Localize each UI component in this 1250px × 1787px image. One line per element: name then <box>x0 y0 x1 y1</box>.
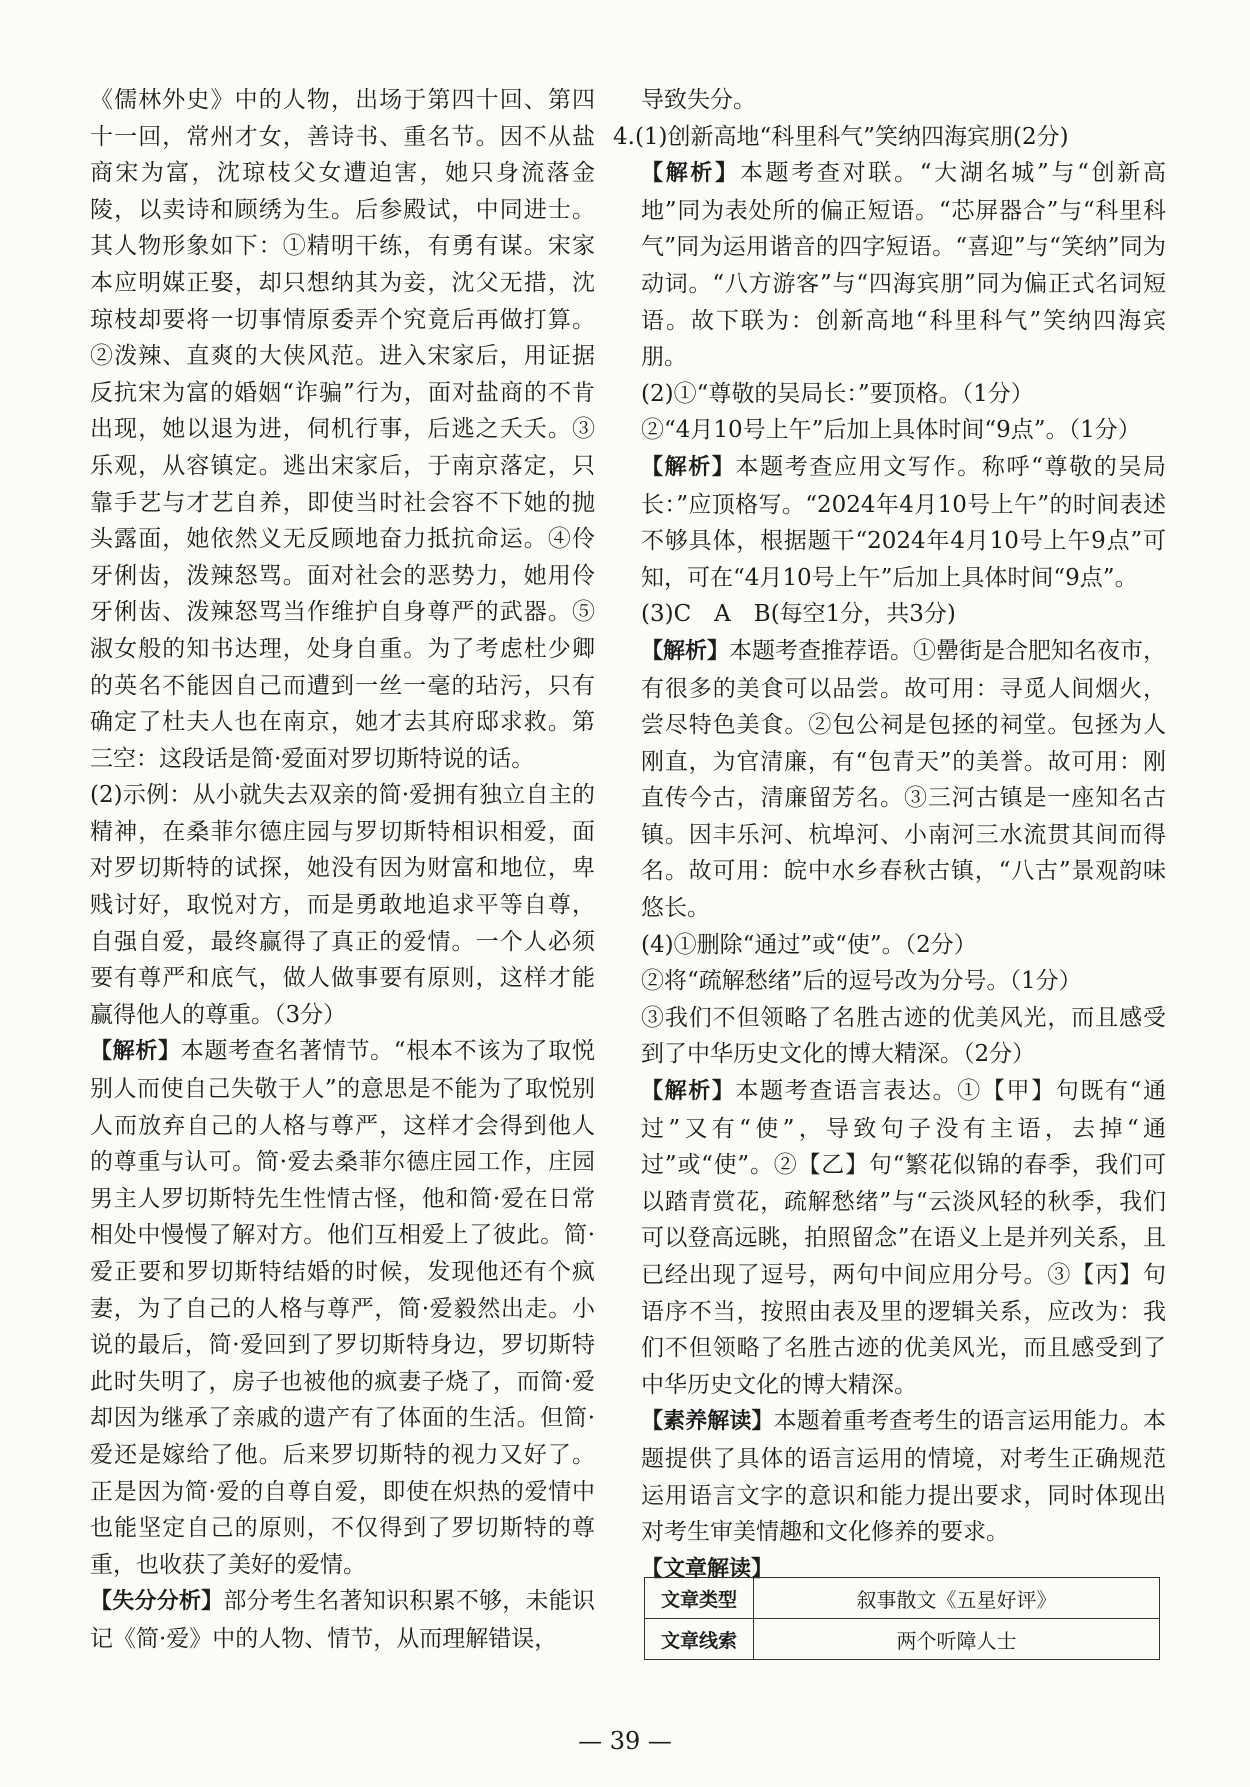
left-column <box>90 82 595 1658</box>
analysis-tag: 【解析】 <box>90 1039 181 1065</box>
page-number: — 39 — <box>578 1727 672 1755</box>
paragraph-text: ③我们不但领略了名胜古迹的优美风光，而且感受到了中华历史文化的博大精深。（2分） <box>641 1004 1166 1068</box>
paragraph-text: (3)C A B(每空1分，共3分) <box>641 601 956 628</box>
analysis-tag: 【解析】 <box>641 1079 736 1105</box>
paragraph-text: (4)①删除“通过”或“使”。（2分） <box>641 931 977 958</box>
paragraph-text: 本题考查语言表达。①【甲】句既有“通过”又有“使”，导致句子没有主语，去掉“通过”或“使”。②【乙】句“繁花似锦的春季，我们可以踏青赏花，疏解愁绪”与“云淡风轻的秋季，我们可以登高远眺，拍照留念”在语义上是并列关系，且已经出现了逗号，两句中间应用分号。③【丙】句语序不当，按照由表及里的逻辑关系，应改为：我们不但领略了名胜古迹的优美风光，而且感受到了中华历史文化的博大精深。 <box>641 1078 1166 1398</box>
analysis-paragraph <box>613 155 1166 376</box>
table-row <box>645 1619 1160 1660</box>
paragraph-text: (2)示例：从小就失去双亲的简·爱拥有独立自主的精神，在桑菲尔德庄园与罗切斯特相识相爱，面对罗切斯特的试探，她没有因为财富和地位，卑贱讨好，取悦对方，而是勇敢地追求平等自尊，自强自爱，最终赢得了真正的爱情。一个人必须要有尊严和底气，做人做事要有原则，这样才能赢得他人的尊重。（3分） <box>90 782 595 1028</box>
question-answer <box>613 376 1166 413</box>
paragraph-text: 本题考查应用文写作。称呼“尊敬的吴局长：”应顶格写。“2024年4月10号上午”的时间表述不够具体，根据题干“2024年4月10号上午9点”可知，可在“4月10号上午”后加上具体时间“9点”。 <box>641 453 1166 591</box>
question-answer <box>613 119 1166 156</box>
analysis-tag: 【解析】 <box>641 638 730 664</box>
table-header-cell: 文章线索 <box>645 1619 754 1660</box>
paragraph-text: 本题考查名著情节。“根本不该为了取悦别人而使自己失敬于人”的意思是不能为了取悦别人而放弃自己的人格与尊严，这样才会得到他人的尊重与认可。简·爱去桑菲尔德庄园工作，庄园男主人罗切斯特先生性情古怪，他和简·爱在日常相处中慢慢了解对方。他们互相爱上了彼此。简·爱正要和罗切斯特结婚的时候，发现他还有个疯妻，为了自己的人格与尊严，简·爱毅然出走。小说的最后，简·爱回到了罗切斯特身边，罗切斯特此时失明了，房子也被他的疯妻子烧了，而简·爱却因为继承了亲戚的遗产有了体面的生活。但简·爱还是嫁给了他。后来罗切斯特的视力又好了。正是因为简·爱的自尊自爱，即使在炽热的爱情中也能坚定自己的原则，不仅得到了罗切斯特的尊重，也收获了美好的爱情。 <box>90 1038 595 1578</box>
question-answer <box>613 1000 1166 1073</box>
question-answer <box>613 963 1166 1000</box>
paragraph-text: 本题考查对联。“大湖名城”与“创新高地”同为表处所的偏正短语。“芯屏器合”与“科里科气”同为运用谐音的四字短语。“喜迎”与“笑纳”同为动词。“八方游客”与“四海宾朋”同为偏正式名词短语。故下联为：创新高地“科里科气”笑纳四海宾朋。 <box>641 160 1166 371</box>
literacy-paragraph <box>613 1403 1166 1550</box>
question-answer <box>613 412 1166 449</box>
analysis-tag: 【解析】 <box>641 161 740 187</box>
question-answer <box>613 927 1166 964</box>
paragraph-text: 4.(1)创新高地“科里科气”笑纳四海宾朋(2分) <box>613 123 1069 150</box>
table-value-cell: 两个听障人士 <box>754 1619 1160 1660</box>
paragraph <box>90 82 595 777</box>
analysis-paragraph <box>613 633 1166 927</box>
paragraph-text: ②“4月10号上午”后加上具体时间“9点”。（1分） <box>641 417 1141 444</box>
table-row <box>645 1578 1160 1619</box>
paragraph-text: (2)①“尊敬的吴局长：”要顶格。（1分） <box>641 380 1034 407</box>
paragraph <box>90 777 595 1033</box>
question-answer <box>613 596 1166 633</box>
paragraph-text: ②将“疏解愁绪”后的逗号改为分号。（1分） <box>641 968 1082 995</box>
analysis-tag: 【解析】 <box>641 454 736 480</box>
literacy-tag: 【素养解读】 <box>641 1409 774 1435</box>
table-header-cell: 文章类型 <box>645 1578 754 1619</box>
right-column <box>613 82 1166 1588</box>
article-info-table <box>644 1577 1160 1660</box>
paragraph <box>613 82 1166 119</box>
analysis-paragraph <box>613 1073 1166 1403</box>
paragraph-text: 部分考生名著知识积累不够，未能识记《简·爱》中的人物、情节，从而理解错误， <box>90 1588 595 1652</box>
table-value-cell: 叙事散文《五星好评》 <box>754 1578 1160 1619</box>
paragraph-text: 本题着重考查考生的语言运用能力。本题提供了具体的语言运用的情境，对考生正确规范运用语言文字的意识和能力提出要求，同时体现出对考生审美情趣和文化修养的要求。 <box>641 1408 1166 1546</box>
analysis-paragraph <box>90 1033 595 1583</box>
loss-analysis-paragraph <box>90 1583 595 1657</box>
analysis-paragraph <box>613 449 1166 596</box>
paragraph-text: 导致失分。 <box>641 87 756 113</box>
paragraph-text: 本题考查推荐语。①罍街是合肥知名夜市，有很多的美食可以品尝。故可用：寻觅人间烟火，尝尽特色美食。②包公祠是包拯的祠堂。包拯为人刚直，为官清廉，有“包青天”的美誉。故可用：刚直传今古，清廉留芳名。③三河古镇是一座知名古镇。因丰乐河、杭埠河、小南河三水流贯其间而得名。故可用：皖中水乡春秋古镇，“八古”景观韵味悠长。 <box>641 637 1167 922</box>
loss-analysis-tag: 【失分分析】 <box>90 1589 224 1615</box>
paragraph-text: 《儒林外史》中的人物，出场于第四十回、第四十一回，常州才女，善诗书、重名节。因不从盐商宋为富，沈琼枝父女遭迫害，她只身流落金陵，以卖诗和顾绣为生。后参殿试，中同进士。其人物形象如下：①精明干练，有勇有谋。宋家本应明媒正娶，却只想纳其为妾，沈父无措，沈琼枝却要将一切事情原委弄个究竟后再做打算。②泼辣、直爽的大侠风范。进入宋家后，用证据反抗宋为富的婚姻“诈骗”行为，面对盐商的不肯出现，她以退为进，伺机行事，后逃之夭夭。③乐观，从容镇定。逃出宋家后，于南京落定，只靠手艺与才艺自养，即使当时社会容不下她的抛头露面，她依然义无反顾地奋力抵抗命运。④伶牙俐齿，泼辣怒骂。面对社会的恶势力，她用伶牙俐齿、泼辣怒骂当作维护自身尊严的武器。⑤淑女般的知书达理，处身自重。为了考虑杜少卿的英名不能因自己而遭到一丝一毫的玷污，只有确定了杜夫人也在南京，她才去其府邸求救。第三空：这段话是简·爱面对罗切斯特说的话。 <box>90 87 595 772</box>
article-reading-tag: 【文章解读】 <box>641 1556 774 1582</box>
